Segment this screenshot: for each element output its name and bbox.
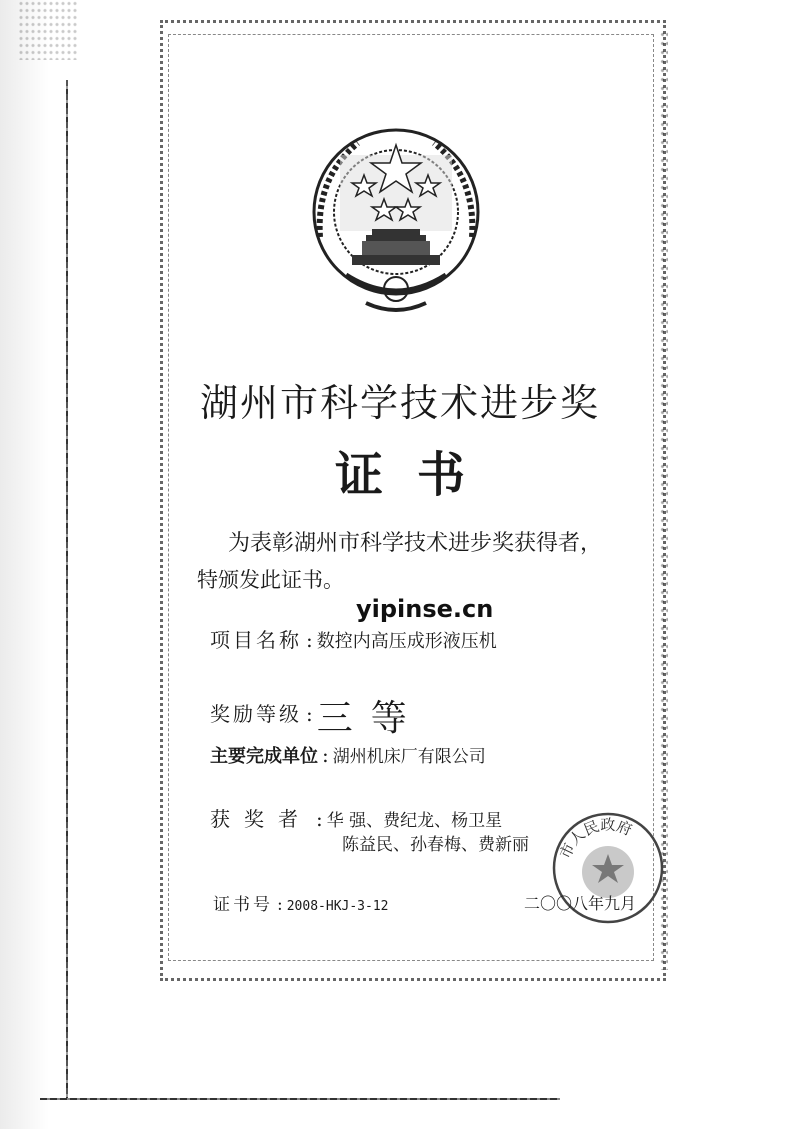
level-value: 三等 [316, 698, 425, 739]
scan-topleft-noise [18, 0, 78, 60]
intro-line-1: 为表彰湖州市科学技术进步奖获得者， [228, 531, 603, 556]
level-label: 奖励等级 [210, 702, 302, 726]
certificate-number: 证书号 : 2008-HKJ-3-12 [213, 895, 389, 915]
project-value: 数控内高压成形液压机 [316, 631, 497, 652]
seal-text: 市人民政府 [555, 815, 635, 862]
national-emblem-icon [306, 117, 486, 333]
winners-label: 获奖者 [210, 807, 312, 831]
certificate-title: 湖州市科学技术进步奖 [199, 381, 600, 425]
scan-line-left [66, 80, 68, 1100]
intro-line-2: 特颁发此证书。 [197, 568, 344, 592]
winners-row: 获奖者 : 华 强、费纪龙、杨卫星 [210, 807, 503, 831]
certificate-subtitle: 证书 [334, 447, 499, 503]
scan-line-bottom [40, 1098, 560, 1100]
project-label: 项目名称 [210, 628, 302, 652]
issue-date: 二〇〇八年九月 [524, 894, 637, 913]
unit-row: 主要完成单位 : 湖州机床厂有限公司 [210, 743, 486, 767]
scan-edge-left [0, 0, 70, 1129]
winners-line-1: 华 强、费纪龙、杨卫星 [326, 811, 503, 831]
winners-line-2: 陈益民、孙春梅、费新丽 [342, 835, 529, 855]
certificate-number-label: 证书号 [213, 895, 273, 915]
level-row: 奖励等级 : 三等 [210, 698, 425, 739]
unit-value: 湖州机床厂有限公司 [332, 747, 486, 767]
project-row: 项目名称 : 数控内高压成形液压机 [210, 628, 497, 652]
unit-label: 主要完成单位 [210, 746, 318, 767]
watermark: yipinse.cn [356, 595, 494, 623]
certificate-number-value: 2008-HKJ-3-12 [286, 899, 389, 914]
